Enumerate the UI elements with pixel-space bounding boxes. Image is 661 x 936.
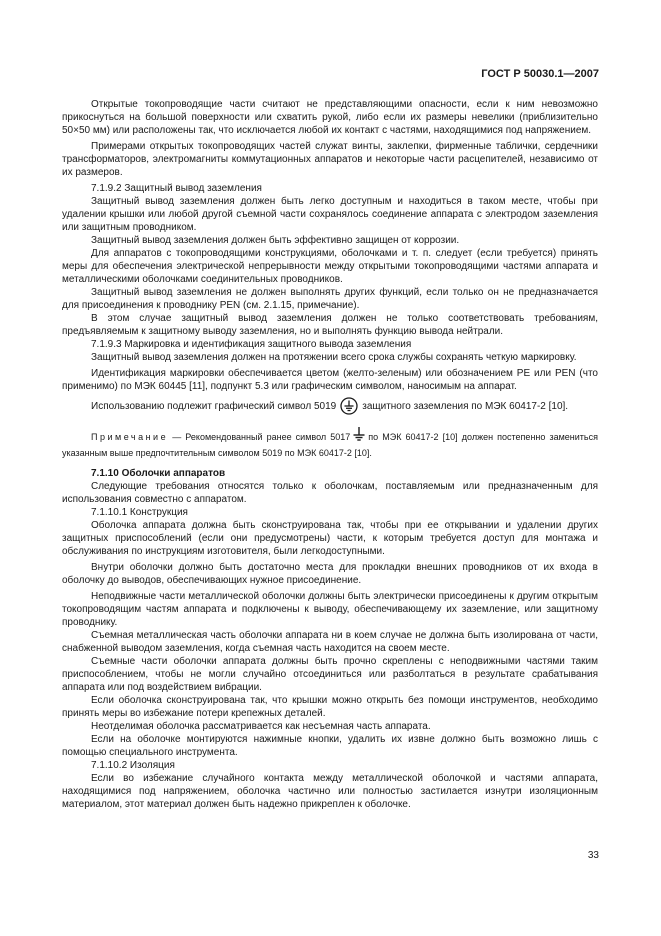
- paragraph: Если во избежание случайного контакта между металлической оболочкой и частями аппарата, находящимися под напряжением, оболочка частично или полностью застилается изнутри изоляционным материалом, этот материал должен быть надежно прикреплен к оболочке.: [62, 773, 598, 810]
- paragraph: Для аппаратов с токопроводящими конструкциями, оболочками и т. п. следует (если требуется) принять меры для обеспечения электрической непрерывности между открытыми токопроводящими частями аппарата и металлическими оболочками соединительных проводников.: [62, 248, 598, 285]
- paragraph-text: защитного заземления по МЭК 60417-2 [10].: [362, 401, 569, 412]
- paragraph-text: Использованию подлежит графический символ 5019: [91, 401, 337, 412]
- paragraph: Внутри оболочки должно быть достаточно места для прокладки внешних проводников от их входа в оболочку до выводов, обеспечивающих нужное присоединение.: [62, 562, 598, 586]
- section-heading: 7.1.9.3 Маркировка и идентификация защитного вывода заземления: [91, 339, 412, 350]
- paragraph: В этом случае защитный вывод заземления должен не только соответствовать требованиям, предъявляемым к защитному выводу заземления, но и выполнять функцию вывода нейтрали.: [62, 313, 598, 337]
- document-id: ГОСТ Р 50030.1—2007: [481, 68, 599, 80]
- earth-icon: [352, 426, 366, 442]
- note-label: Примечание: [91, 432, 169, 442]
- paragraph: Открытые токопроводящие части считают не представляющими опасности, если к ним невозможно прикоснуться на большой поверхности или схватить рукой, либо если их размеры невелики (приблизительно 50×50 мм) или расположены так, что исключается любой их контакт с частями, находящимися под напряжением.: [62, 99, 598, 136]
- section-heading: 7.1.9.2 Защитный вывод заземления: [91, 183, 262, 194]
- paragraph: Защитный вывод заземления не должен выполнять других функций, если только он не предназначается для присоединения к проводнику PEN (см. 2.1.15, примечание).: [62, 287, 598, 311]
- note: [62, 426, 598, 461]
- paragraph-symbol-5019: [62, 396, 598, 418]
- paragraph: Если оболочка сконструирована так, что крышки можно открыть без помощи инструментов, необходимо принять меры во избежание потери крепежных деталей.: [62, 695, 598, 719]
- paragraph: Если на оболочке монтируются нажимные кнопки, удалить их извне должно быть возможно лишь с помощью специального инструмента.: [62, 734, 598, 758]
- paragraph: Защитный вывод заземления должен на протяжении всего срока службы сохранять четкую маркировку.: [91, 352, 577, 363]
- paragraph: Идентификация маркировки обеспечивается цветом (желто-зеленым) или обозначением PE или PEN (что применимо) по МЭК 60445 [11], подпункт 5.3 или графическим символом, наносимым на аппарат.: [62, 368, 598, 392]
- paragraph: Оболочка аппарата должна быть сконструирована так, чтобы при ее открывании и удалении других защитных приспособлений (если они предусмотрены) части, к которым требуется доступ для монтажа и обслуживания по инструкциям изготовителя, были легкодоступными.: [62, 520, 598, 557]
- paragraph: Следующие требования относятся только к оболочкам, поставляемым или предназначенным для использования совместно с аппаратом.: [62, 481, 598, 505]
- section-heading: 7.1.10.1 Конструкция: [91, 507, 188, 518]
- paragraph: Примерами открытых токопроводящих частей служат винты, заклепки, фирменные таблички, сердечники трансформаторов, электромагниты коммутационных аппаратов и некоторые части расцепителей, независимо от их размеров.: [62, 141, 598, 178]
- paragraph: Защитный вывод заземления должен быть легко доступным и находиться в таком месте, чтобы при удалении крышки или любой другой съемной части сохранялось соединение аппарата с электродом заземления или защитным проводником.: [62, 196, 598, 233]
- page-number: 33: [587, 850, 599, 861]
- protective-earth-icon: [340, 397, 358, 415]
- document-body: [62, 98, 598, 811]
- paragraph: Неподвижные части металлической оболочки должны быть электрически присоединены к другим открытым токопроводящим частям аппарата и подключены к выводу, обеспечивающему их заземление, или защитному проводнику.: [62, 591, 598, 628]
- section-heading: 7.1.10.2 Изоляция: [91, 760, 175, 771]
- section-heading-bold: 7.1.10 Оболочки аппаратов: [91, 468, 226, 479]
- note-text: — Рекомендованный ранее символ 5017: [172, 432, 351, 442]
- paragraph: Неотделимая оболочка рассматривается как несъемная часть аппарата.: [91, 721, 431, 732]
- paragraph: Защитный вывод заземления должен быть эффективно защищен от коррозии.: [91, 235, 460, 246]
- paragraph: Съемные части оболочки аппарата должны быть прочно скреплены с неподвижными частями таким приспособлением, чтобы не могли случайно отсоединиться или разболтаться в результате срабатывания аппарата или под воздействием вибрации.: [62, 656, 598, 693]
- paragraph: Съемная металлическая часть оболочки аппарата ни в коем случае не должна быть изолирована от части, снабженной выводом заземления, когда съемная часть находится на своем месте.: [62, 630, 598, 654]
- note-text: по МЭК 60417-2 [10] должен постепенно замениться указанным выше предпочтительным символом 5019 по МЭК 60417-2 [10].: [62, 432, 598, 458]
